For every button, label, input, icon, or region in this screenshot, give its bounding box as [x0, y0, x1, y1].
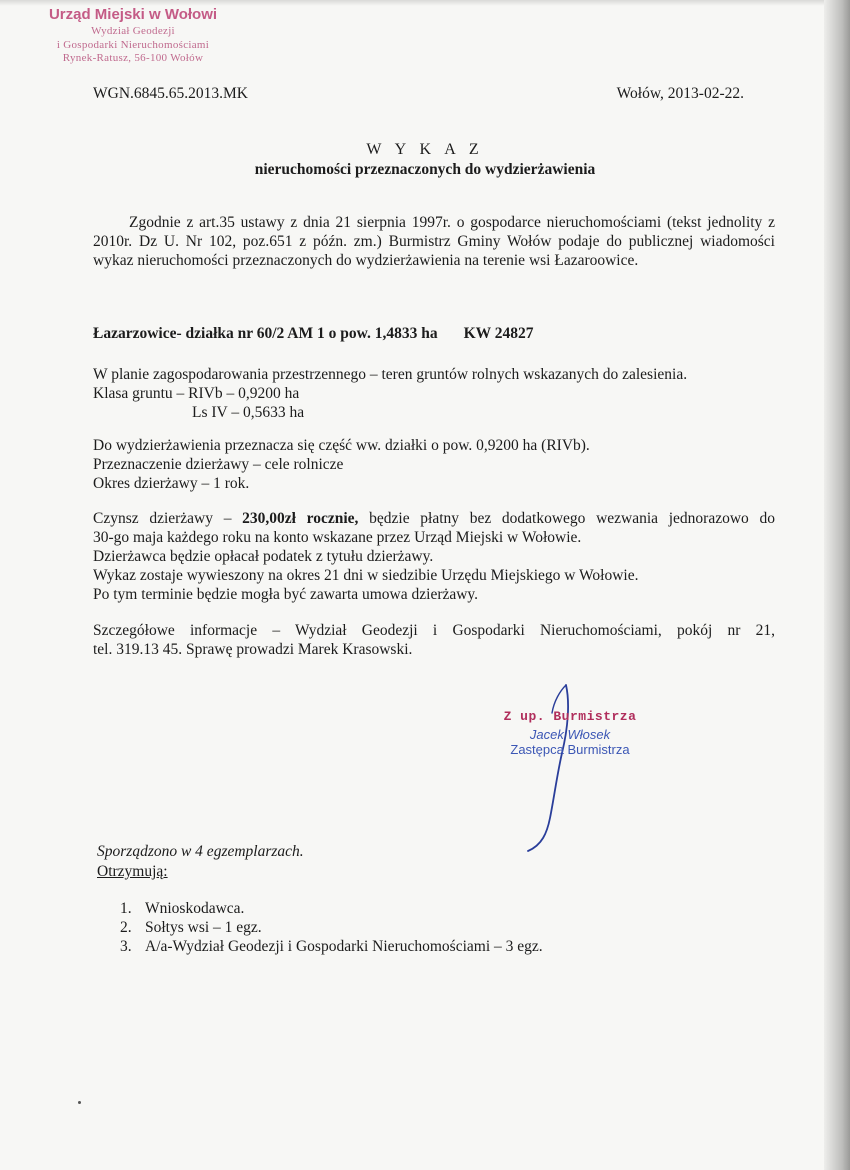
signature-stamp	[470, 709, 670, 757]
recipients-label: Otrzymują:	[97, 863, 168, 880]
plan-section	[93, 365, 687, 422]
plan-line: W planie zagospodarowania przestrzennego – teren gruntów rolnych wskazanych do zalesienia.	[93, 366, 688, 383]
rent-line-1	[93, 509, 775, 528]
signatory-role: Zastępca Burmistrza	[510, 742, 630, 757]
rent-section	[93, 509, 775, 604]
recipient-text: Wnioskodawca.	[145, 900, 245, 917]
recipient-item	[120, 899, 543, 918]
info-section	[93, 621, 775, 659]
rent-line-3: Dzierżawca będzie opłacał podatek z tytułu dzierżawy.	[93, 548, 434, 565]
parcel-label: Łazarzowice- działka nr 60/2 AM 1 o pow. 1,4833 ha	[93, 325, 438, 342]
soil-class-line-2: Ls IV – 0,5633 ha	[192, 404, 305, 421]
document-subtitle: nieruchomości przeznaczonych do wydzierżawienia	[254, 161, 596, 178]
rent-line-4: Wykaz zostaje wywieszony na okres 21 dni w siedzibie Urzędu Miejskiego w Wołowie.	[93, 567, 639, 584]
recipient-text: A/a-Wydział Geodezji i Gospodarki Nieruchomościami – 3 egz.	[145, 938, 543, 955]
lease-part: Do wydzierżawienia przeznacza się część ww. działki o pow. 0,9200 ha (RIVb).	[93, 437, 590, 454]
intro-paragraph: Zgodnie z art.35 ustawy z dnia 21 sierpnia 1997r. o gospodarce nieruchomościami (tekst jednolity z 2010r. Dz U. Nr 102, poz.651 z późn. zm.) Burmistrz Gminy Wołów podaje do publicznej wiadomości wykaz nieruchomości przeznaczonych do wydzierżawienia na terenie wsi Łazaroowice.	[93, 214, 775, 269]
recipient-item	[120, 918, 543, 937]
rent-rest: będzie płatny bez dodatkowego wezwania jednorazowo do	[358, 510, 775, 527]
recipient-text: Sołtys wsi – 1 egz.	[145, 919, 262, 936]
recipient-item	[120, 937, 543, 956]
lease-purpose: Przeznaczenie dzierżawy – cele rolnicze	[93, 456, 344, 473]
document-title: W Y K A Z	[366, 141, 484, 158]
rent-amount: 230,00zł rocznie,	[242, 510, 359, 527]
land-register-number: KW 24827	[463, 325, 534, 342]
stamp-office-name: Urząd Miejski w Wołowi	[48, 6, 218, 23]
stamp-department-2: i Gospodarki Nieruchomościami	[56, 38, 210, 51]
stamp-department: Wydział Geodezji	[91, 24, 175, 37]
info-line-2: tel. 319.13 45. Sprawę prowadzi Marek Krasowski.	[93, 641, 413, 658]
copies-note: Sporządzono w 4 egzemplarzach.	[97, 843, 304, 860]
signature-on-behalf: Z up. Burmistrza	[503, 709, 637, 724]
rent-line-2: 30-go maja każdego roku na konto wskazane przez Urząd Miejski w Wołowie.	[93, 529, 582, 546]
recipient-number: 2.	[120, 919, 132, 936]
info-line-1: Szczegółowe informacje – Wydział Geodezji i Gospodarki Nieruchomościami, pokój nr 21,	[93, 622, 775, 639]
recipient-number: 1.	[120, 900, 132, 917]
recipients-list	[120, 899, 543, 956]
stamp-address: Rynek-Ratusz, 56-100 Wołów	[62, 52, 204, 65]
soil-class-line: Klasa gruntu – RIVb – 0,9200 ha	[93, 385, 300, 402]
office-stamp	[28, 6, 238, 66]
parcel-heading	[93, 325, 534, 343]
rent-prefix: Czynsz dzierżawy –	[93, 510, 243, 527]
recipient-number: 3.	[120, 938, 132, 955]
place-and-date: Wołów, 2013-02-22.	[616, 85, 744, 102]
rent-line-5: Po tym terminie będzie mogła być zawarta umowa dzierżawy.	[93, 586, 479, 603]
lease-section	[93, 436, 590, 493]
scan-speck	[78, 1101, 81, 1104]
signatory-name: Jacek Włosek	[529, 727, 611, 742]
lease-period: Okres dzierżawy – 1 rok.	[93, 475, 250, 492]
document-reference: WGN.6845.65.2013.MK	[93, 85, 248, 102]
